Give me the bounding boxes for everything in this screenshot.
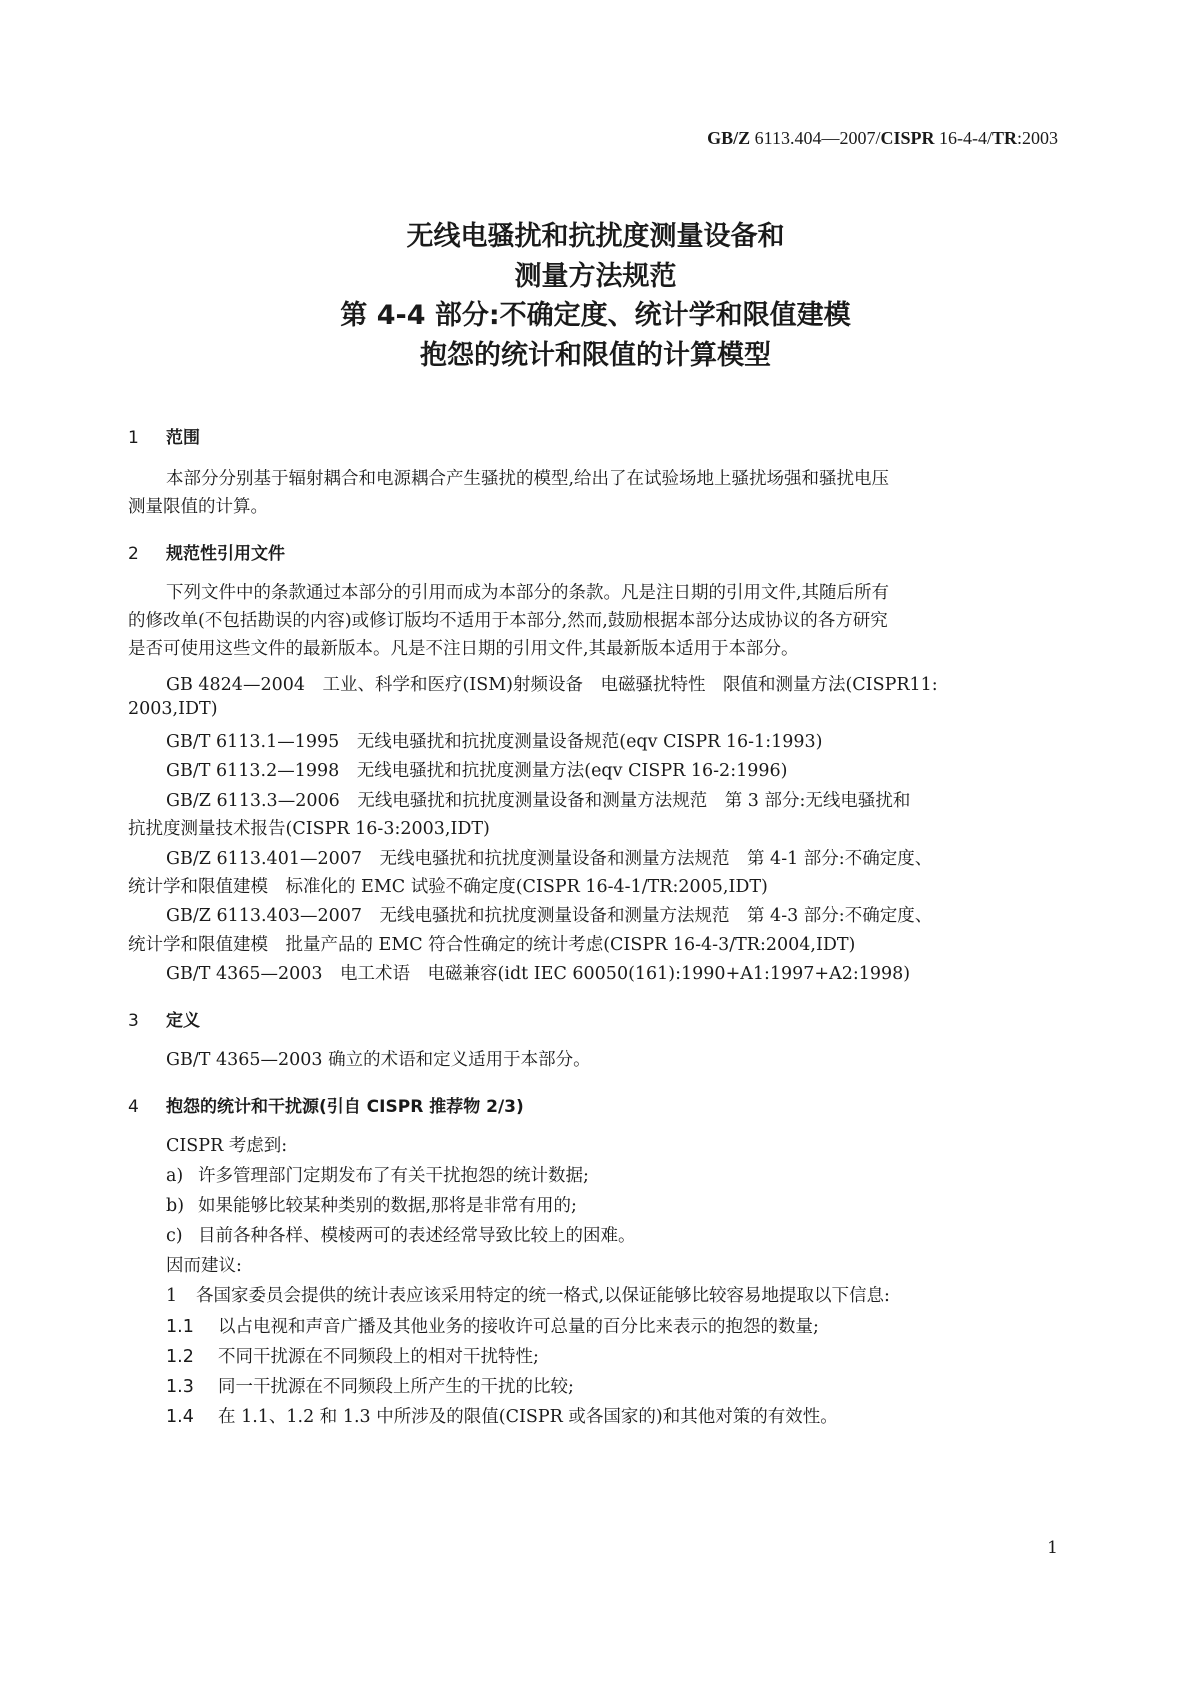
standard-code [707,128,1058,149]
list-item-text: 以占电视和声音广播及其他业务的接收许可总量的百分比来表示的抱怨的数量; [218,1317,819,1337]
list-item-text: 不同干扰源在不同频段上的相对干扰特性; [218,1347,539,1367]
std-code-tr: TR [991,128,1017,148]
reference-line: GB/Z 6113.403—2007 无线电骚扰和抗扰度测量设备和测量方法规范 第 4-3 部分:不确定度、 [166,906,933,926]
list-item-text: 各国家委员会提供的统计表应该采用特定的统一格式,以保证能够比较容易地提取以下信息: [196,1286,890,1306]
paragraph-line: GB/T 4365—2003 确立的术语和定义适用于本部分。 [166,1050,591,1070]
paragraph-line: 的修改单(不包括勘误的内容)或修订版均不适用于本部分,然而,鼓励根据本部分达成协议的各方研究 [128,611,888,631]
reference-line: GB 4824—2004 工业、科学和医疗(ISM)射频设备 电磁骚扰特性 限值和测量方法(CISPR11: [166,675,938,695]
list-item [166,1162,589,1187]
recommendation-item [166,1282,890,1307]
title-line-4: 抱怨的统计和限值的计算模型 [420,340,771,371]
list-item-text: 目前各种各样、模棱两可的表述经常导致比较上的困难。 [198,1226,636,1246]
reference-line: GB/Z 6113.3—2006 无线电骚扰和抗扰度测量设备和测量方法规范 第 3 部分:无线电骚扰和 [166,791,911,811]
list-item-label: 1.1 [166,1317,194,1337]
reference-line: 2003,IDT) [128,699,218,719]
list-item-label: 1.4 [166,1407,194,1427]
list-item-label: 1.2 [166,1347,194,1367]
title-line-2: 测量方法规范 [514,261,677,292]
reference-line: GB/Z 6113.401—2007 无线电骚扰和抗扰度测量设备和测量方法规范 第 4-1 部分:不确定度、 [166,849,933,869]
std-code-prefix: GB/Z [707,128,751,148]
section-title: 范围 [166,428,200,448]
section-number: 2 [128,544,139,564]
list-item-label: 1 [166,1286,178,1306]
list-item-label: b) [166,1196,185,1216]
paragraph-line: 是否可使用这些文件的最新版本。凡是不注日期的引用文件,其最新版本适用于本部分。 [128,639,799,659]
list-item-label: c) [166,1226,183,1246]
title-line-3: 第 4-4 部分:不确定度、统计学和限值建模 [340,300,851,331]
page-number: 1 [1047,1538,1058,1558]
reference-line: 抗扰度测量技术报告(CISPR 16-3:2003,IDT) [128,819,490,839]
sub-item [166,1343,539,1368]
title-line-1: 无线电骚扰和抗扰度测量设备和 [406,221,785,252]
std-code-cispr: CISPR [880,128,935,148]
sub-item [166,1403,838,1428]
reference-line: GB/T 6113.2—1998 无线电骚扰和抗扰度测量方法(eqv CISPR 16-2:1996) [166,761,788,781]
paragraph-line: 下列文件中的条款通过本部分的引用而成为本部分的条款。凡是注日期的引用文件,其随后所有 [166,583,890,603]
section-title: 定义 [166,1011,200,1031]
section-title: 抱怨的统计和干扰源(引自 CISPR 推荐物 2/3) [166,1097,524,1117]
reference-line: 统计学和限值建模 标准化的 EMC 试验不确定度(CISPR 16-4-1/TR:2005,IDT) [128,877,768,897]
sub-item [166,1373,574,1398]
list-item-text: 如果能够比较某种类别的数据,那将是非常有用的; [198,1196,577,1216]
paragraph-line: CISPR 考虑到: [166,1136,288,1156]
list-item-text: 在 1.1、1.2 和 1.3 中所涉及的限值(CISPR 或各国家的)和其他对策的有效性。 [218,1407,838,1427]
list-item-label: 1.3 [166,1377,194,1397]
section-number: 3 [128,1011,139,1031]
section-number: 1 [128,428,139,448]
sub-item [166,1313,819,1338]
paragraph-line: 本部分分别基于辐射耦合和电源耦合产生骚扰的模型,给出了在试验场地上骚扰场强和骚扰电压 [166,469,890,489]
list-item-text: 许多管理部门定期发布了有关干扰抱怨的统计数据; [198,1166,589,1186]
section-4-heading [128,1092,524,1117]
list-item [166,1222,636,1247]
std-code-number: 6113.404—2007/ [750,128,881,148]
section-1-heading [128,423,200,448]
std-code-year: :2003 [1016,128,1058,148]
reference-line: 统计学和限值建模 批量产品的 EMC 符合性确定的统计考虑(CISPR 16-4-3/TR:2004,IDT) [128,935,856,955]
paragraph-line: 测量限值的计算。 [128,497,268,517]
list-item-text: 同一干扰源在不同频段上所产生的干扰的比较; [218,1377,574,1397]
reference-line: GB/T 6113.1—1995 无线电骚扰和抗扰度测量设备规范(eqv CISPR 16-1:1993) [166,732,823,752]
paragraph-line: 因而建议: [166,1256,242,1276]
section-3-heading [128,1006,200,1031]
reference-line: GB/T 4365—2003 电工术语 电磁兼容(idt IEC 60050(161):1990+A1:1997+A2:1998) [166,964,911,984]
list-item-label: a) [166,1166,184,1186]
section-2-heading [128,539,285,564]
section-number: 4 [128,1097,139,1117]
section-title: 规范性引用文件 [166,544,285,564]
list-item [166,1192,577,1217]
std-code-part: 16-4-4/ [934,128,992,148]
